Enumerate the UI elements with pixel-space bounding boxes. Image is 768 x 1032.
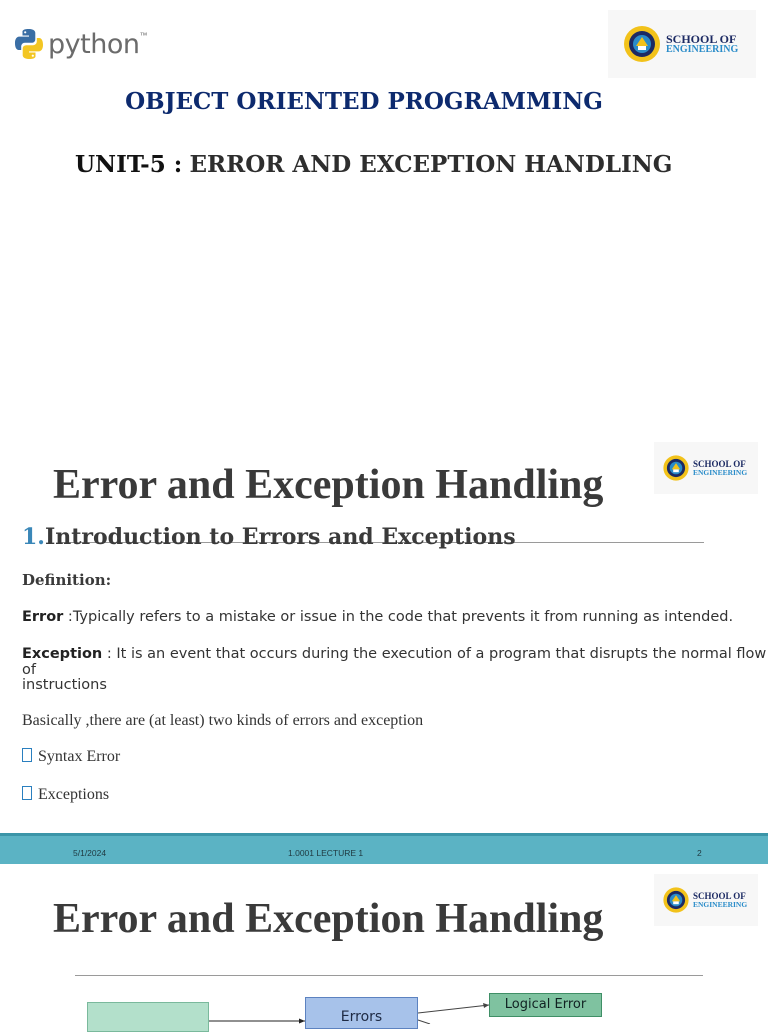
footer-page-number: 2 xyxy=(697,848,702,858)
footer-lecture: 1.0001 LECTURE 1 xyxy=(288,848,364,858)
school-logo-line2: ENGINEERING xyxy=(693,467,748,477)
bullet-item xyxy=(22,786,109,804)
python-logo xyxy=(14,27,147,61)
bullet-marker-icon xyxy=(22,748,32,762)
section-number: 1. xyxy=(22,524,45,550)
trademark-symbol: ™ xyxy=(139,31,148,40)
school-logo-line1: SCHOOL OF xyxy=(693,890,746,901)
kinds-of-errors-text: Basically ,there are (at least) two kinds of errors and exception xyxy=(22,712,424,729)
unit-topic: ERROR AND EXCEPTION HANDLING xyxy=(189,151,673,178)
school-logo-line1: SCHOOL OF xyxy=(666,32,737,46)
section-title-text: Introduction to Errors and Exceptions xyxy=(44,524,516,550)
python-snake-icon xyxy=(14,28,44,60)
unit-label: UNIT-5 : xyxy=(75,151,183,178)
bullet-text: Exceptions xyxy=(38,786,110,803)
school-logo-line1: SCHOOL OF xyxy=(693,458,746,469)
heading-divider xyxy=(75,975,703,976)
school-of-engineering-logo xyxy=(654,442,758,494)
exception-term: Exception xyxy=(22,646,103,662)
error-text: :Typically refers to a mistake or issue in the code that prevents it from running as intended. xyxy=(63,609,734,625)
error-definition xyxy=(22,609,733,625)
python-wordmark: python xyxy=(48,28,140,60)
slide-footer xyxy=(0,833,768,864)
school-emblem-icon xyxy=(662,886,690,914)
bullet-marker-icon xyxy=(22,786,32,800)
school-logo-line2: ENGINEERING xyxy=(666,44,739,55)
school-emblem-icon xyxy=(662,454,690,482)
slide-heading: Error and Exception Handling xyxy=(53,896,604,942)
footer-date: 5/1/2024 xyxy=(73,848,107,858)
slide-heading: Error and Exception Handling xyxy=(53,462,604,508)
bullet-item xyxy=(22,748,120,766)
exception-text: : It is an event that occurs during the execution of a program that disrupts the normal flow of xyxy=(22,646,767,678)
school-of-engineering-logo xyxy=(654,874,758,926)
bullet-text: Syntax Error xyxy=(38,748,121,765)
school-emblem-icon xyxy=(622,24,662,64)
definition-label: Definition: xyxy=(22,571,112,589)
unit-title xyxy=(75,151,672,178)
school-of-engineering-logo xyxy=(608,10,756,78)
section-title xyxy=(22,524,516,550)
diagram-node-errors: Errors xyxy=(305,997,418,1029)
course-title: OBJECT ORIENTED PROGRAMMING xyxy=(125,88,603,115)
diagram-node-left xyxy=(87,1002,209,1032)
diagram-node-logical-error: Logical Error xyxy=(489,993,602,1017)
exception-definition xyxy=(22,646,768,678)
error-term: Error xyxy=(22,609,64,625)
school-logo-line2: ENGINEERING xyxy=(693,899,748,909)
exception-text-continued: instructions xyxy=(22,677,107,693)
